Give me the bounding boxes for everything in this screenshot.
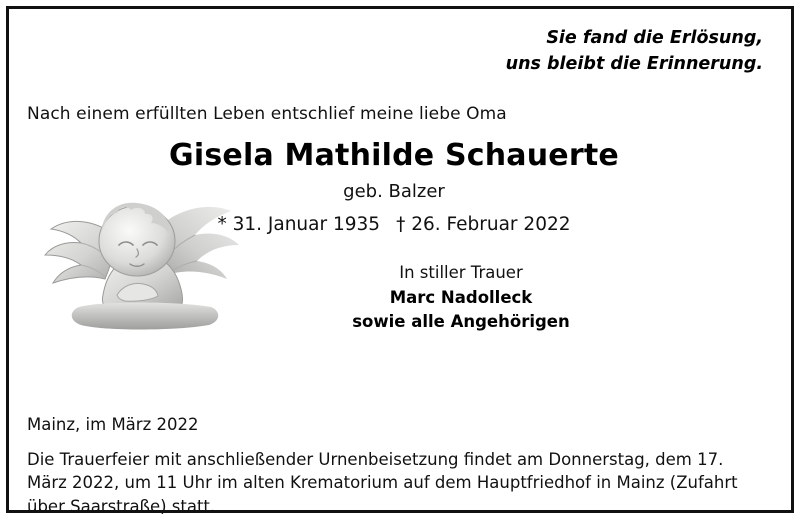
epitaph-block (27, 25, 763, 78)
mourning-line-2: Marc Nadolleck (389, 287, 533, 307)
intro-text: Nach einem erfüllten Leben entschlief meine liebe Oma (27, 103, 507, 124)
maiden-name: geb. Balzer (343, 180, 445, 202)
mourning-line-3: sowie alle Angehörigen (352, 311, 570, 331)
death-date: † 26. Februar 2022 (396, 213, 571, 235)
angel-head (99, 202, 175, 275)
sleeping-cherub-angel-image (25, 145, 255, 335)
notice-content (9, 9, 791, 517)
birth-date: * 31. Januar 1935 (217, 213, 381, 235)
angel-base (72, 302, 219, 329)
mourning-line-1: In stiller Trauer (399, 262, 523, 282)
epitaph-line-1: Sie fand die Erlösung, (546, 28, 763, 48)
funeral-service-text: Die Trauerfeier mit anschließender Urnenbeisetzung findet am Donnerstag, dem 17. März 2022, um 11 Uhr im alten Krematorium auf dem Hauptfriedhof in Mainz (Zufahrt über Saarstraße) statt. (27, 449, 738, 517)
deceased-name: Gisela Mathilde Schauerte (169, 137, 619, 173)
epitaph-line-2: uns bleibt die Erinnerung. (505, 54, 763, 75)
mid-row (27, 263, 765, 383)
place-and-date: Mainz, im März 2022 (27, 414, 199, 434)
